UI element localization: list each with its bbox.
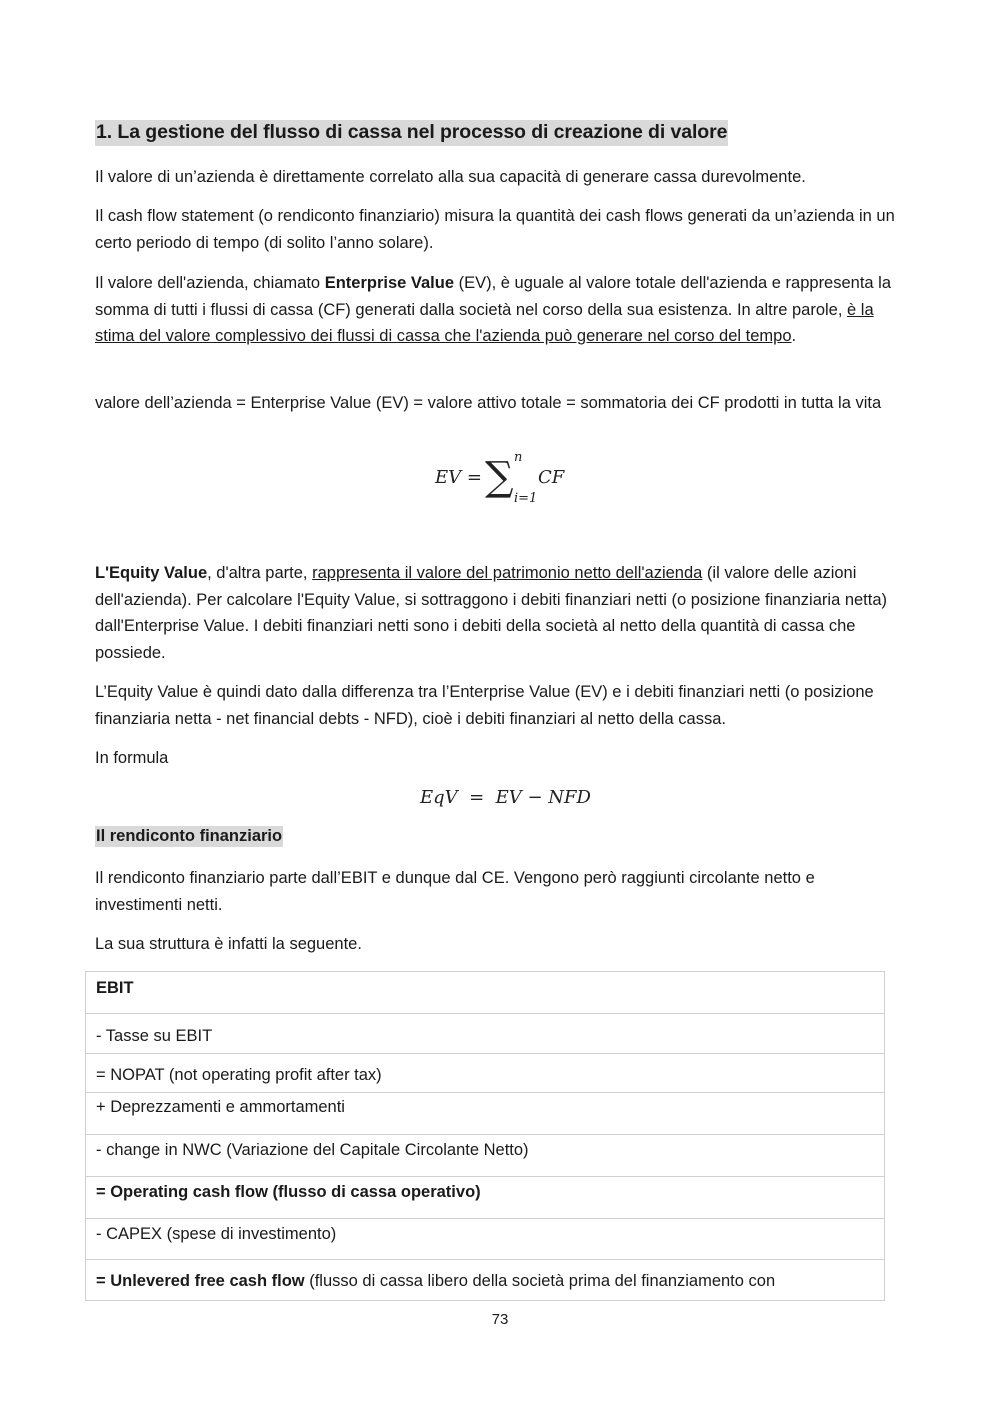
formula1-lower: i=1 bbox=[514, 491, 538, 506]
table-row bbox=[86, 1135, 885, 1177]
paragraph-6: L’Equity Value è quindi dato dalla differenza tra l’Enterprise Value (EV) e i debiti finanziari netti (o posizione finanziaria netta - net financial debts - NFD), cioè i debiti finanziari al netto della cassa. bbox=[95, 683, 874, 728]
paragraph-9: La sua struttura è infatti la seguente. bbox=[95, 935, 362, 953]
table-cell bbox=[86, 1054, 885, 1093]
table-cell-text: = NOPAT (not operating profit after tax) bbox=[96, 1066, 382, 1084]
table-row bbox=[86, 1260, 885, 1301]
table-row bbox=[86, 972, 885, 1014]
table-cell bbox=[86, 1219, 885, 1260]
table-row bbox=[86, 1093, 885, 1135]
paragraph-2: Il cash flow statement (o rendiconto finanziario) misura la quantità dei cash flows generati da un’azienda in un certo periodo di tempo (di solito l’anno solare). bbox=[95, 207, 895, 252]
table-cell bbox=[86, 1177, 885, 1219]
page-number: 73 bbox=[491, 1311, 509, 1328]
table-cell-bold: EBIT bbox=[96, 979, 134, 997]
table-row bbox=[86, 1177, 885, 1219]
table-cell-bold: = Operating cash flow (flusso di cassa operativo) bbox=[96, 1183, 481, 1201]
summation-symbol: ∑ bbox=[485, 454, 514, 500]
formula1-upper: n bbox=[514, 450, 523, 465]
p5-underlined: rappresenta il valore del patrimonio netto dell'azienda bbox=[312, 564, 703, 582]
table-row bbox=[86, 1219, 885, 1260]
table-cell-text: - Tasse su EBIT bbox=[96, 1027, 213, 1045]
paragraph-1: Il valore di un’azienda è direttamente correlato alla sua capacità di generare cassa durevolmente. bbox=[95, 168, 806, 186]
equity-value-term: L'Equity Value bbox=[95, 564, 208, 582]
table-cell-text: - change in NWC (Variazione del Capitale Circolante Netto) bbox=[96, 1141, 529, 1159]
table-row bbox=[86, 1054, 885, 1093]
table-cell bbox=[86, 1135, 885, 1177]
subheading: Il rendiconto finanziario bbox=[96, 827, 283, 845]
paragraph-8: Il rendiconto finanziario parte dall’EBIT e dunque dal CE. Vengono però raggiunti circolante netto e investimenti netti. bbox=[95, 869, 815, 914]
table-cell bbox=[86, 1093, 885, 1135]
p3-text-c: (EV), è uguale al valore totale dell'azienda e rappresenta la somma di tutti i flussi di cassa (CF) generati dalla società nel corso della sua esistenza. In altre parole, bbox=[95, 274, 892, 319]
formula-equity-value: EqV = EV − NFD bbox=[420, 787, 591, 808]
formula1-lhs: EV = bbox=[435, 467, 482, 488]
paragraph-5 bbox=[95, 560, 905, 666]
paragraph-3 bbox=[95, 270, 905, 350]
table-cell-text: (flusso di cassa libero della società prima del finanziamento con bbox=[304, 1272, 776, 1290]
table-cell bbox=[86, 1260, 885, 1301]
enterprise-value-term: Enterprise Value bbox=[324, 274, 455, 292]
table-cell-text: - CAPEX (spese di investimento) bbox=[96, 1225, 337, 1243]
paragraph-7: In formula bbox=[95, 749, 169, 767]
table-row bbox=[86, 1014, 885, 1054]
p5-text-d: (il valore delle azioni dell'azienda). Per calcolare l'Equity Value, si sottraggono i debiti finanziari netti (o posizione finanziaria netta) dall'Enterprise Value. I debiti finanziari netti sono i debiti della società al netto della quantità di cassa che possiede. bbox=[95, 564, 888, 662]
table-cell-text: + Deprezzamenti e ammortamenti bbox=[96, 1098, 345, 1116]
cash-flow-structure-table bbox=[85, 971, 885, 1301]
table-cell-bold: = Unlevered free cash flow bbox=[96, 1272, 305, 1290]
table-cell bbox=[86, 972, 885, 1014]
p3-text-a: Il valore dell'azienda, chiamato bbox=[95, 274, 325, 292]
p5-text-b: , d'altra parte, bbox=[207, 564, 313, 582]
formula1-term: CF bbox=[538, 467, 565, 488]
p3-text-e: . bbox=[791, 327, 797, 345]
p3-underlined: è la stima del valore complessivo dei flussi di cassa che l'azienda può generare nel corso del tempo bbox=[95, 300, 874, 345]
section-title: 1. La gestione del flusso di cassa nel processo di creazione di valore bbox=[95, 120, 728, 146]
table-cell bbox=[86, 1014, 885, 1054]
paragraph-4: valore dell’azienda = Enterprise Value (EV) = valore attivo totale = sommatoria dei CF prodotti in tutta la vita bbox=[95, 394, 882, 412]
formula-enterprise-value bbox=[435, 452, 575, 512]
